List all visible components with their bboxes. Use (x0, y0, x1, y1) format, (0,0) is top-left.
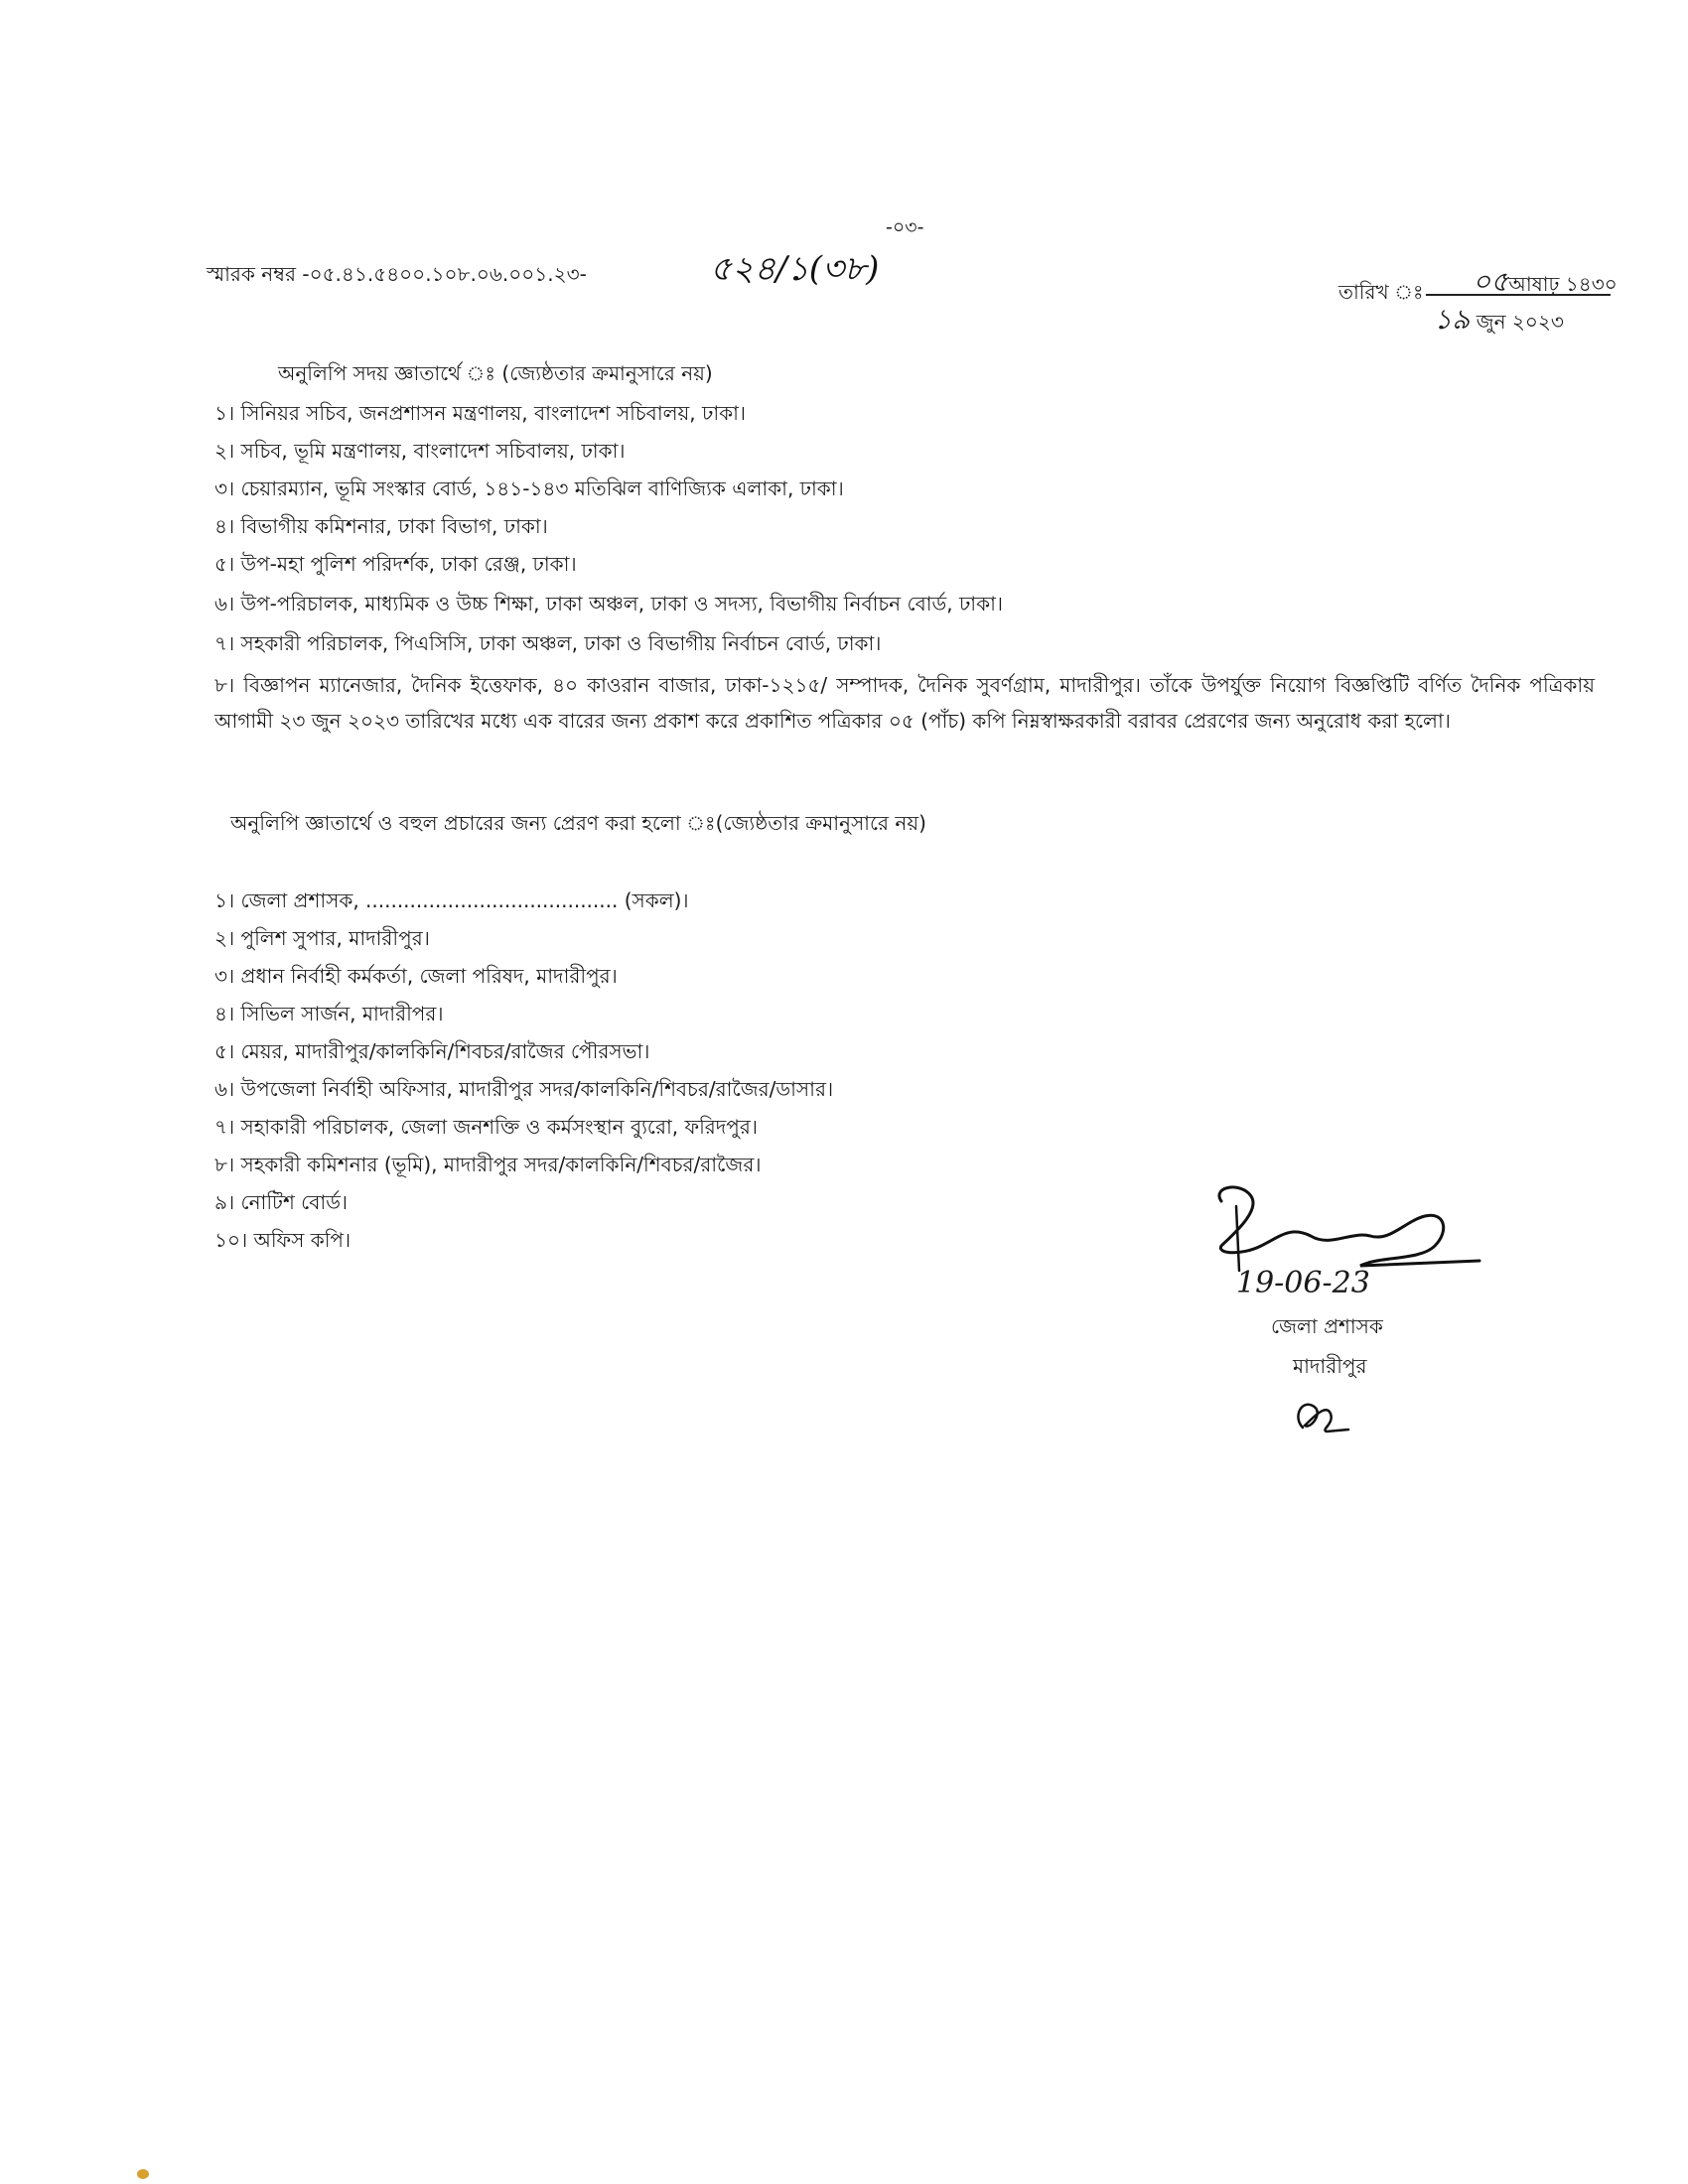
memo-handwritten-number: ৫২৪/১(৩৮) (710, 249, 880, 289)
date-english-day: ১৯ (1434, 303, 1471, 336)
list-item: ৪। বিভাগীয় কমিশনার, ঢাকা বিভাগ, ঢাকা। (214, 514, 548, 538)
signatory-designation: জেলা প্রশাসক (1271, 1314, 1383, 1338)
list-item: ১। সিনিয়র সচিব, জনপ্রশাসন মন্ত্রণালয়, বাংলাদেশ সচিবালয়, ঢাকা। (214, 401, 747, 425)
list-item: ৭। সহকারী পরিচালক, পিএসিসি, ঢাকা অঞ্চল, ঢাকা ও বিভাগীয় নির্বাচন বোর্ড, ঢাকা। (214, 631, 882, 655)
list-item: ৩। চেয়ারম্যান, ভূমি সংস্কার বোর্ড, ১৪১-১৪৩ মতিঝিল বাণিজ্যিক এলাকা, ঢাকা। (214, 477, 844, 500)
date-bangla-month-year: আষাঢ় ১৪৩০ (1508, 272, 1618, 296)
list-item: ৫। উপ-মহা পুলিশ পরিদর্শক, ঢাকা রেঞ্জ, ঢাকা। (214, 552, 577, 576)
list-item: ২। সচিব, ভূমি মন্ত্রণালয়, বাংলাদেশ সচিবালয়, ঢাকা। (214, 439, 626, 463)
list-item: ৬। উপজেলা নির্বাহী অফিসার, মাদারীপুর সদর/কালকিনি/শিবচর/রাজৈর/ডাসার। (214, 1077, 834, 1101)
date-english-month-year: জুন ২০২৩ (1476, 310, 1564, 334)
memo-number: স্মারক নম্বর -০৫.৪১.৫৪০০.১০৮.০৬.০০১.২৩- (207, 262, 587, 286)
list-item: ৯। নোটিশ বোর্ড। (214, 1190, 349, 1214)
paper-speck (137, 2169, 149, 2179)
list-item-advertisement: ৮। বিজ্ঞাপন ম্যানেজার, দৈনিক ইত্তেফাক, ৪০ কাওরান বাজার, ঢাকা-১২১৫/ সম্পাদক, দৈনিক সুবর্ণগ্রাম, মাদারীপুর। তাঁকে উপর্যুক্ত নিয়োগ বিজ্ঞপ্তিটি বর্ণিত দৈনিক পত্রিকায় আগামী ২৩ জুন ২০২৩ তারিখের মধ্যে এক বারের জন্য প্রকাশ করে প্রকাশিত পত্রিকার ০৫ (পাঁচ) কপি নিম্নস্বাক্ষরকারী বরাবর প্রেরণের জন্য অনুরোধ করা হলো। (214, 673, 1595, 733)
list-item: ৬। উপ-পরিচালক, মাধ্যমিক ও উচ্চ শিক্ষা, ঢাকা অঞ্চল, ঢাকা ও সদস্য, বিভাগীয় নির্বাচন বোর্ড, ঢাকা। (214, 592, 1004, 615)
list-item: ১। জেলা প্রশাসক, ........................................ (সকল)। (214, 888, 689, 912)
circulation-heading: অনুলিপি জ্ঞাতার্থে ও বহুল প্রচারের জন্য প্রেরণ করা হলো ঃ(জ্যেষ্ঠতার ক্রমানুসারে নয়) (230, 811, 926, 835)
signatory-office: মাদারীপুর (1293, 1354, 1367, 1378)
signature-date: 19-06-23 (1236, 1266, 1370, 1300)
date-divider (1426, 294, 1611, 296)
copy-to-heading: অনুলিপি সদয় জ্ঞাতার্থে ঃ (জ্যেষ্ঠতার ক্রমানুসারে নয়) (278, 361, 713, 385)
date-block (1338, 260, 1617, 340)
date-label: তারিখ ঃ (1338, 280, 1424, 304)
date-english (1434, 298, 1564, 344)
list-item: ১০। অফিস কপি। (214, 1228, 352, 1252)
initial-scrawl (1291, 1390, 1350, 1439)
list-item: ৮। সহকারী কমিশনার (ভূমি), মাদারীপুর সদর/কালকিনি/শিবচর/রাজৈর। (214, 1153, 762, 1176)
date-bangla-day: ০৫ (1473, 265, 1509, 298)
list-item: ৫। মেয়র, মাদারীপুর/কালকিনি/শিবচর/রাজৈর পৌরসভা। (214, 1039, 650, 1063)
list-item: ২। পুলিশ সুপার, মাদারীপুর। (214, 926, 430, 950)
list-item: ৪। সিভিল সার্জন, মাদারীপর। (214, 1002, 444, 1025)
page-number: -০৩- (886, 216, 924, 238)
list-item: ৩। প্রধান নির্বাহী কর্মকর্তা, জেলা পরিষদ, মাদারীপুর। (214, 964, 618, 988)
list-item: ৭। সহাকারী পরিচালক, জেলা জনশক্তি ও কর্মসংস্থান ব্যুরো, ফরিদপুর। (214, 1115, 759, 1139)
